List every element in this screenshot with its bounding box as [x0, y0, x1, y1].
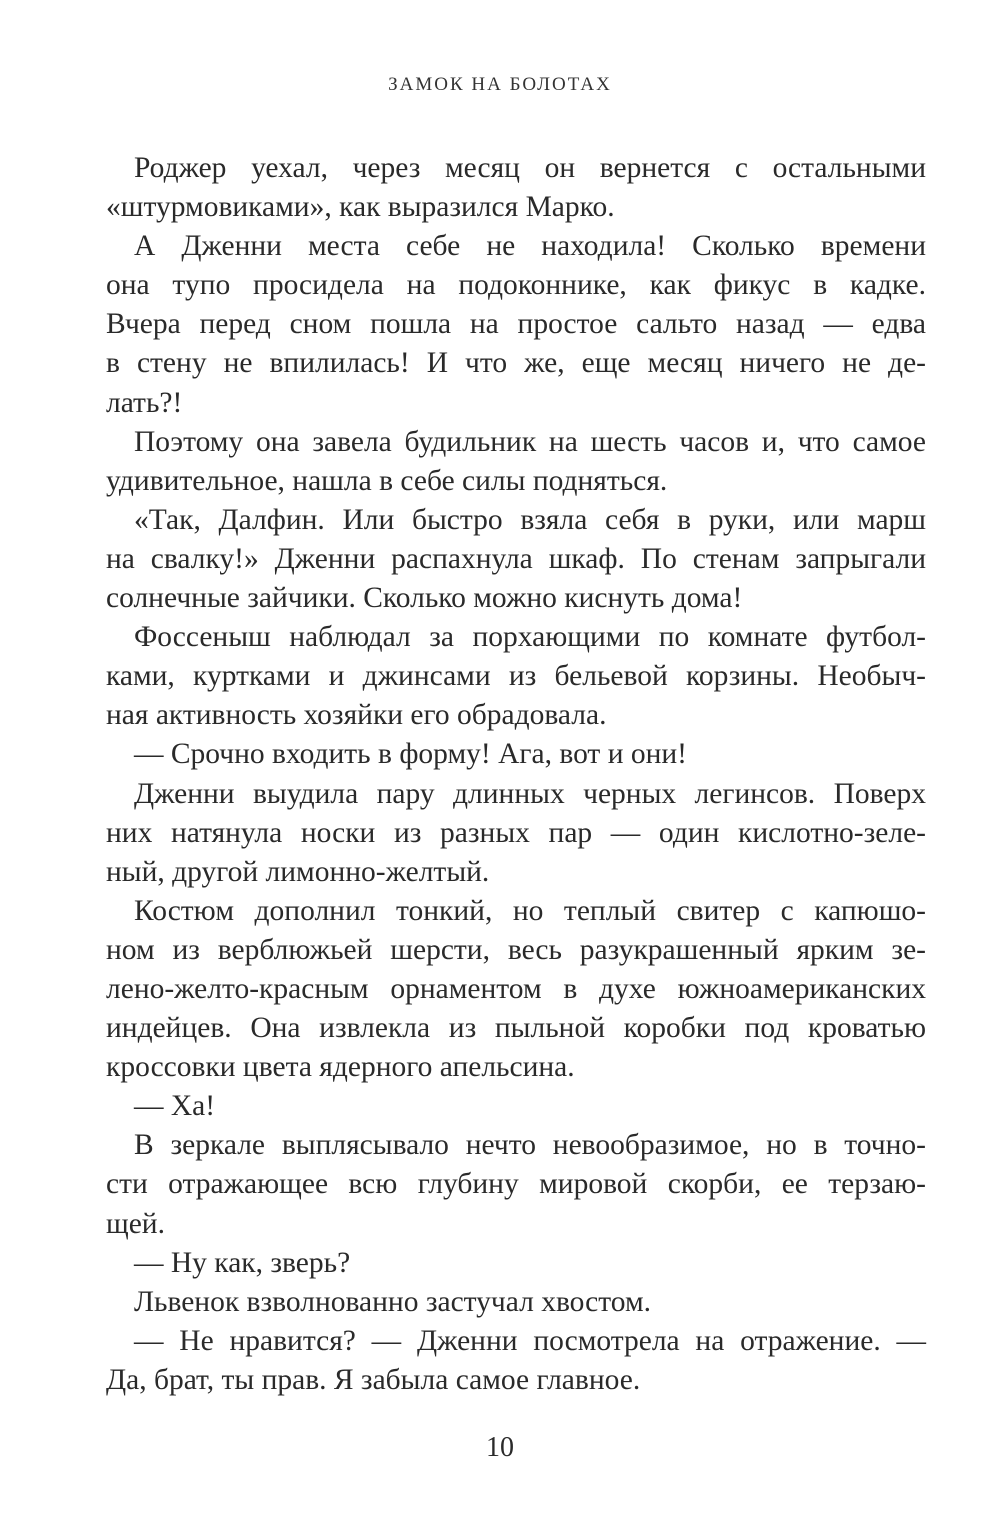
- text-line: — Не нравится? — Дженни посмотрела на отражение. —: [134, 1324, 926, 1357]
- text-line: лено-желто-красным орнаментом в духе южноамериканских: [106, 972, 926, 1005]
- text-line: ками, куртками и джинсами из бельевой корзины. Необыч-: [106, 660, 926, 693]
- text-line: Роджер уехал, через месяц он вернется с остальными: [134, 152, 926, 184]
- text-line: кроссовки цвета ядерного апельсина.: [106, 1051, 575, 1084]
- text-line: удивительное, нашла в себе силы подняться.: [106, 464, 668, 497]
- text-line: них натянула носки из разных пар — один кислотно-зеле-: [106, 816, 926, 849]
- text-line: Фоссеныш наблюдал за порхающими по комнате футбол-: [134, 621, 926, 654]
- text-line: на свалку!» Дженни распахнула шкаф. По стенам запрыгали: [106, 542, 926, 575]
- text-line: — Срочно входить в форму! Ага, вот и они!: [134, 738, 688, 771]
- text-line: Вчера перед сном пошла на простое сальто назад — едва: [106, 308, 926, 341]
- text-line: она тупо просидела на подоконнике, как фикус в кадке.: [106, 269, 926, 302]
- running-title: ЗАМОК НА БОЛОТАХ: [388, 74, 612, 95]
- text-line: Поэтому она завела будильник на шесть часов и, что самое: [134, 425, 926, 458]
- text-line: Костюм дополнил тонкий, но теплый свитер с капюшо-: [134, 894, 926, 927]
- text-line: А Дженни места себе не находила! Сколько времени: [134, 230, 926, 263]
- text-line: В зеркале выплясывало нечто невообразимое, но в точно-: [134, 1129, 926, 1162]
- page-number: 10: [486, 1432, 514, 1463]
- text-line: ная активность хозяйки его обрадовала.: [106, 699, 607, 732]
- text-line: солнечные зайчики. Сколько можно киснуть дома!: [106, 582, 743, 615]
- text-line: в стену не впилилась! И что же, еще месяц ничего не де-: [106, 347, 926, 380]
- text-line: ном из верблюжьей шерсти, весь разукрашенный ярким зе-: [106, 933, 926, 966]
- body-text: [106, 149, 926, 1400]
- text-line: — Ну как, зверь?: [134, 1246, 351, 1279]
- text-line: лать?!: [106, 386, 183, 419]
- text-line: «штурмовиками», как выразился Марко.: [106, 191, 615, 224]
- text-line: Дженни выудила пару длинных черных легинсов. Поверх: [134, 777, 926, 810]
- text-line: индейцев. Она извлекла из пыльной коробки под кроватью: [106, 1012, 926, 1045]
- text-line: Да, брат, ты прав. Я забыла самое главное.: [106, 1363, 641, 1396]
- text-line: — Ха!: [134, 1090, 216, 1123]
- text-line: сти отражающее всю глубину мировой скорби, ее терзаю-: [106, 1168, 926, 1201]
- text-line: «Так, Далфин. Или быстро взяла себя в руки, или марш: [134, 503, 926, 536]
- text-line: щей.: [106, 1207, 165, 1240]
- text-line: ный, другой лимонно-желтый.: [106, 855, 490, 888]
- text-line: Львенок взволнованно застучал хвостом.: [134, 1285, 651, 1318]
